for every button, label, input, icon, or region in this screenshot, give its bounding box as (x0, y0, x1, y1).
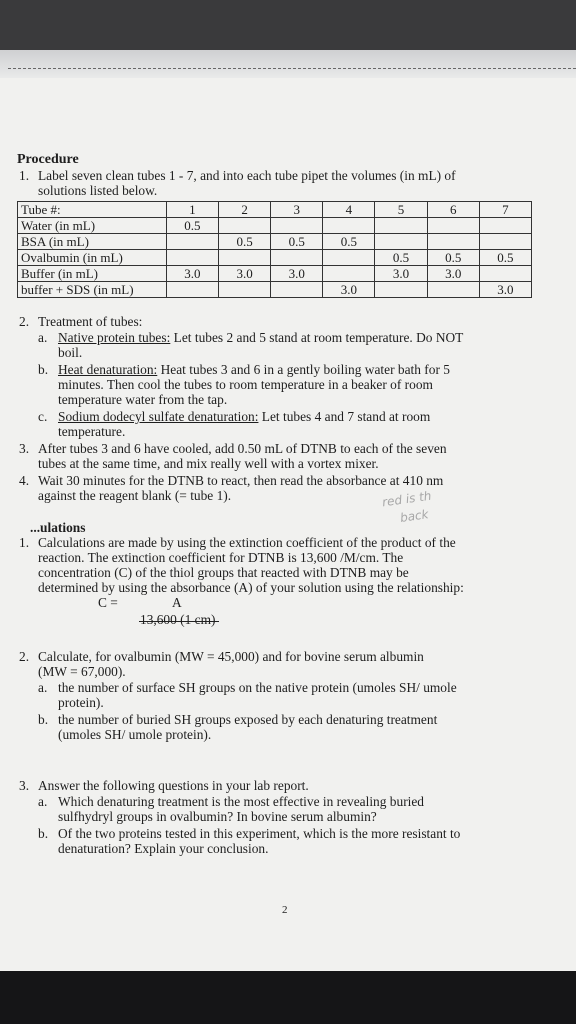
calc2b-line1: the number of buried SH groups exposed by each denaturing treatment (58, 712, 438, 727)
step-number: 3. (19, 441, 30, 456)
step2b-line1 (58, 362, 450, 377)
substep-label: b. (38, 826, 49, 841)
table-cell (479, 234, 531, 250)
table-cell: 5 (375, 202, 427, 218)
background-top (0, 0, 576, 52)
calc3b-line1: Of the two proteins tested in this experiment, which is the more resistant to (58, 826, 461, 841)
document-page (0, 78, 576, 971)
step-number: 1. (19, 535, 30, 550)
table-row (18, 282, 532, 298)
table-row (18, 218, 532, 234)
step2a-line2: boil. (58, 345, 83, 360)
table-row-label: buffer + SDS (in mL) (18, 282, 167, 298)
step3-line1: After tubes 3 and 6 have cooled, add 0.50 mL of DTNB to each of the seven (38, 441, 447, 456)
table-cell (427, 218, 479, 234)
calc1-line4: determined by using the absorbance (A) of your solution using the relationship: (38, 580, 464, 595)
table-cell (323, 218, 375, 234)
table-row-label: Tube #: (18, 202, 167, 218)
page-number: 2 (282, 904, 288, 916)
table-cell (479, 266, 531, 282)
table-row-label: Ovalbumin (in mL) (18, 250, 167, 266)
table-row-label: Buffer (in mL) (18, 266, 167, 282)
step2b-term: Heat denaturation: (58, 362, 158, 377)
table-cell: 0.5 (375, 250, 427, 266)
step4-line2: against the reagent blank (= tube 1). (38, 488, 232, 503)
substep-label: a. (38, 330, 48, 345)
step2a-term: Native protein tubes: (58, 330, 171, 345)
step3-line2: tubes at the same time, and mix really well with a vortex mixer. (38, 456, 379, 471)
calc2a-line1: the number of surface SH groups on the native protein (umoles SH/ umole (58, 680, 457, 695)
table-cell (375, 282, 427, 298)
table-cell (427, 234, 479, 250)
table-row-label: Water (in mL) (18, 218, 167, 234)
step2a-text: Let tubes 2 and 5 stand at room temperature. Do NOT (170, 330, 464, 345)
equation-denominator: 13,600 (1 cm) (140, 612, 216, 627)
table-cell: 1 (166, 202, 218, 218)
step-number: 4. (19, 473, 30, 488)
table-cell: 0.5 (218, 234, 270, 250)
calc1-line3: concentration (C) of the thiol groups that reacted with DTNB may be (38, 565, 409, 580)
equation-numerator: A (172, 595, 182, 610)
step1-line2: solutions listed below. (38, 183, 158, 198)
step2-title: Treatment of tubes: (38, 314, 143, 329)
table-cell: 0.5 (427, 250, 479, 266)
table-cell (166, 282, 218, 298)
step2c-term: Sodium dodecyl sulfate denaturation: (58, 409, 259, 424)
dashed-perforation (8, 68, 576, 69)
table-cell (166, 234, 218, 250)
table-cell (323, 250, 375, 266)
calc1-line1: Calculations are made by using the extinction coefficient of the product of the (38, 535, 456, 550)
step-number: 1. (19, 168, 30, 183)
calc3-line1: Answer the following questions in your lab report. (38, 778, 309, 793)
calc2-line1: Calculate, for ovalbumin (MW = 45,000) and for bovine serum albumin (38, 649, 424, 664)
table-row (18, 266, 532, 282)
table-cell (218, 250, 270, 266)
table-cell: 3.0 (218, 266, 270, 282)
calculations-heading: ...ulations (30, 520, 86, 535)
background-bottom (0, 971, 576, 1024)
table-cell (218, 218, 270, 234)
calc3b-line2: denaturation? Explain your conclusion. (58, 841, 269, 856)
background-paper-edge (0, 50, 576, 78)
table-cell: 6 (427, 202, 479, 218)
table-row (18, 250, 532, 266)
step2b-line3: temperature water from the tap. (58, 392, 228, 407)
table-cell: 3.0 (166, 266, 218, 282)
table-cell: 3.0 (479, 282, 531, 298)
table-cell: 4 (323, 202, 375, 218)
table-cell (479, 218, 531, 234)
equation-lhs: C = (98, 595, 118, 610)
step-number: 2. (19, 649, 30, 664)
substep-label: a. (38, 794, 48, 809)
step2b-line2: minutes. Then cool the tubes to room temperature in a beaker of room (58, 377, 433, 392)
step-number: 3. (19, 778, 30, 793)
handwritten-note-line2: back (399, 507, 430, 525)
calc1-line2: reaction. The extinction coefficient for DTNB is 13,600 /M/cm. The (38, 550, 404, 565)
table-row-label: BSA (in mL) (18, 234, 167, 250)
table-cell: 0.5 (271, 234, 323, 250)
table-cell (218, 282, 270, 298)
table-cell (271, 218, 323, 234)
table-header-row (18, 202, 532, 218)
table-cell: 3.0 (427, 266, 479, 282)
table-cell (271, 250, 323, 266)
substep-label: c. (38, 409, 48, 424)
step2a-line1 (58, 330, 463, 345)
table-cell (427, 282, 479, 298)
step-number: 2. (19, 314, 30, 329)
handwritten-note-line1: red is th (381, 488, 433, 510)
calc2b-line2: (umoles SH/ umole protein). (58, 727, 212, 742)
table-cell: 3 (271, 202, 323, 218)
table-cell: 3.0 (271, 266, 323, 282)
table-cell: 2 (218, 202, 270, 218)
step1-line1: Label seven clean tubes 1 - 7, and into each tube pipet the volumes (in mL) of (38, 168, 456, 183)
step2b-text: Heat tubes 3 and 6 in a gently boiling water bath for 5 (157, 362, 450, 377)
calc2-line2: (MW = 67,000). (38, 664, 126, 679)
reagent-table (17, 201, 532, 298)
table-cell: 0.5 (166, 218, 218, 234)
table-cell (323, 266, 375, 282)
table-cell (271, 282, 323, 298)
step2c-line1 (58, 409, 430, 424)
calc2a-line2: protein). (58, 695, 104, 710)
table-cell: 0.5 (323, 234, 375, 250)
step2c-text: Let tubes 4 and 7 stand at room (258, 409, 431, 424)
step4-line1: Wait 30 minutes for the DTNB to react, then read the absorbance at 410 nm (38, 473, 444, 488)
table-cell (375, 218, 427, 234)
table-cell: 0.5 (479, 250, 531, 266)
calc3a-line2: sulfhydryl groups in ovalbumin? In bovine serum albumin? (58, 809, 377, 824)
substep-label: b. (38, 712, 49, 727)
table-row (18, 234, 532, 250)
calc3a-line1: Which denaturing treatment is the most effective in revealing buried (58, 794, 425, 809)
table-cell (166, 250, 218, 266)
substep-label: a. (38, 680, 48, 695)
table-cell: 7 (479, 202, 531, 218)
table-cell: 3.0 (323, 282, 375, 298)
table-cell: 3.0 (375, 266, 427, 282)
step2c-line2: temperature. (58, 424, 126, 439)
substep-label: b. (38, 362, 49, 377)
procedure-heading: Procedure (17, 152, 79, 167)
table-cell (375, 234, 427, 250)
